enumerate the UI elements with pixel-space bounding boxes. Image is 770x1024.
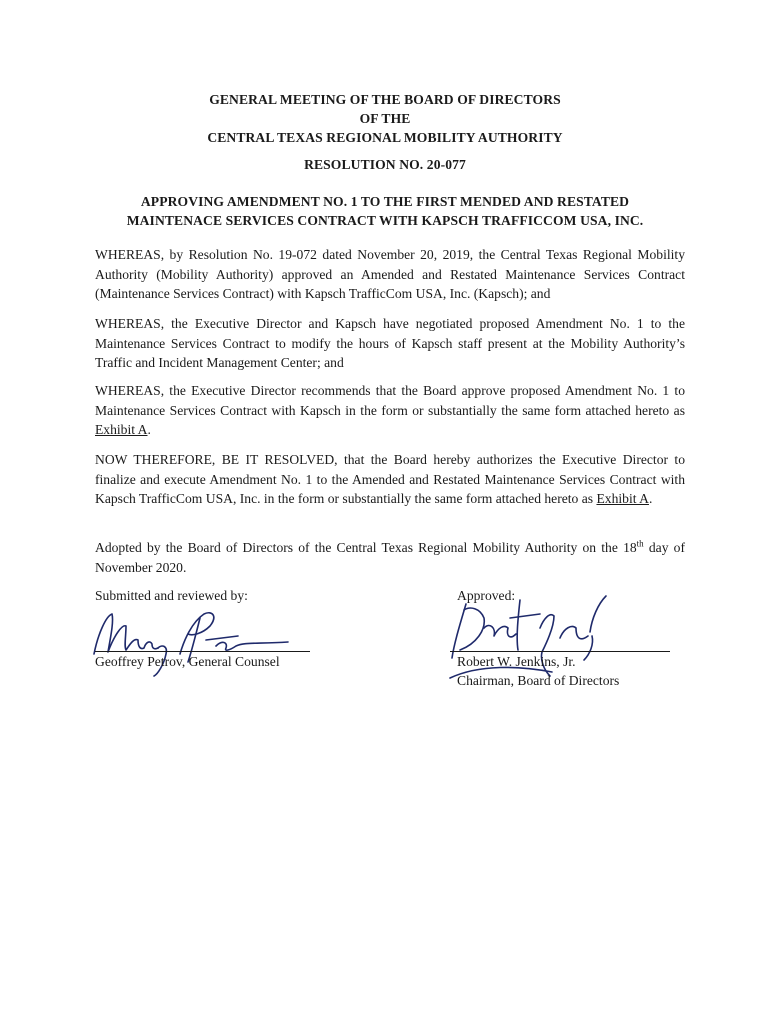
left-signature-caption: Submitted and reviewed by:: [95, 588, 248, 603]
subject-line-2: MAINTENACE SERVICES CONTRACT WITH KAPSCH TRAFFICCOM USA, INC.: [126, 213, 644, 228]
resolved-text: NOW THEREFORE, BE IT RESOLVED, that the Board hereby authorizes the Executive Director to finalize and execute Amendment No. 1 to the Amended and Restated Maintenance Services Contract with Kapsch TrafficCom USA, Inc. in the form or substantially the same form attached hereto as: [95, 452, 685, 506]
resolved-exhibit-link: Exhibit A: [596, 491, 649, 506]
whereas-3-end: .: [147, 422, 151, 437]
resolution-number-text: RESOLUTION NO. 20-077: [304, 157, 466, 172]
header-line-2: OF THE: [359, 111, 411, 126]
adopted-superscript: th: [636, 538, 644, 549]
header-line-1: GENERAL MEETING OF THE BOARD OF DIRECTORS: [209, 92, 561, 107]
whereas-3-exhibit-link: Exhibit A: [95, 422, 148, 437]
resolution-number: [0, 155, 770, 174]
adopted-paragraph: [95, 538, 685, 577]
left-signer-name: Geoffrey Petrov, General Counsel: [95, 654, 280, 669]
whereas-3-text: WHEREAS, the Executive Director recommends that the Board approve proposed Amendment No. 1 to Maintenance Services Contract with Kapsch in the form or substantially the same form attached hereto as: [95, 383, 685, 418]
right-signer-title: Chairman, Board of Directors: [457, 673, 620, 688]
meeting-header: [0, 90, 770, 147]
adopted-end: day of November 2020.: [95, 540, 686, 575]
whereas-paragraph-2: WHEREAS, the Executive Director and Kapsch have negotiated proposed Amendment No. 1 to the Maintenance Services Contract to modify the hours of Kapsch staff present at the Mobility Authority’s Traffic and Incident Management Center; and: [95, 316, 685, 370]
right-signer-name: Robert W. Jenkins, Jr.: [457, 654, 576, 669]
whereas-paragraph-1: WHEREAS, by Resolution No. 19-072 dated November 20, 2019, the Central Texas Regional Mobility Authority (Mobility Authority) approved an Amended and Restated Maintenance Services Contract (Maintenance Services Contract) with Kapsch TrafficCom USA, Inc. (Kapsch); and: [95, 247, 685, 301]
adopted-text: Adopted by the Board of Directors of the Central Texas Regional Mobility Authority on the 18: [95, 540, 637, 555]
resolution-subject: [0, 192, 770, 230]
header-line-3: CENTRAL TEXAS REGIONAL MOBILITY AUTHORITY: [207, 130, 563, 145]
resolved-end: .: [648, 491, 653, 506]
resolved-paragraph: [95, 450, 685, 509]
left-handwritten-signature: [88, 604, 298, 686]
whereas-paragraph-3: [95, 381, 685, 440]
subject-line-1: APPROVING AMENDMENT NO. 1 TO THE FIRST MENDED AND RESTATED: [140, 194, 630, 209]
right-signature-caption: Approved:: [457, 588, 516, 603]
